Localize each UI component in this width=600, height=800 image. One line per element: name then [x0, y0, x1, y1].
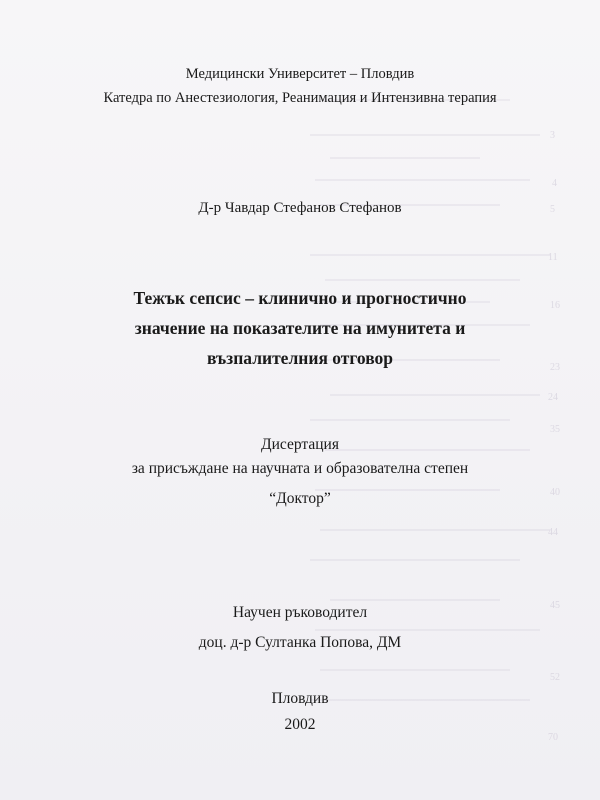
svg-text:45: 45 — [550, 600, 560, 611]
svg-text:24: 24 — [548, 392, 558, 403]
svg-text:11: 11 — [548, 252, 558, 263]
title-line-3: възпалителния отговор — [206, 348, 394, 368]
dissertation-label: Дисертация — [261, 436, 339, 453]
degree-purpose: за присъждане на научната и образователна степен — [131, 460, 469, 477]
svg-text:35: 35 — [550, 424, 560, 435]
svg-text:23: 23 — [550, 362, 560, 373]
year: 2002 — [284, 716, 316, 733]
svg-text:4: 4 — [552, 178, 557, 189]
title-line-2: значение на показателите на имунитета и — [134, 318, 466, 338]
svg-text:3: 3 — [550, 130, 555, 141]
author-name: Д-р Чавдар Стефанов Стефанов — [198, 200, 402, 216]
degree-name: “Доктор” — [269, 490, 331, 507]
svg-text:5: 5 — [550, 204, 555, 215]
svg-text:40: 40 — [550, 487, 560, 498]
svg-text:52: 52 — [550, 672, 560, 683]
title-line-1: Тежък сепсис – клинично и прогностично — [133, 288, 467, 308]
advisor-label: Научен ръководител — [232, 604, 368, 621]
svg-text:70: 70 — [548, 732, 558, 743]
university-name: Медицински Университет – Пловдив — [185, 66, 415, 82]
department-name: Катедра по Анестезиология, Реанимация и Интензивна терапия — [103, 90, 497, 106]
city: Пловдив — [271, 690, 329, 707]
svg-text:44: 44 — [548, 527, 558, 538]
bleed-through-texture — [300, 40, 600, 780]
advisor-name: доц. д-р Султанка Попова, ДМ — [198, 634, 402, 651]
dissertation-title — [0, 283, 600, 373]
svg-text:16: 16 — [550, 300, 560, 311]
